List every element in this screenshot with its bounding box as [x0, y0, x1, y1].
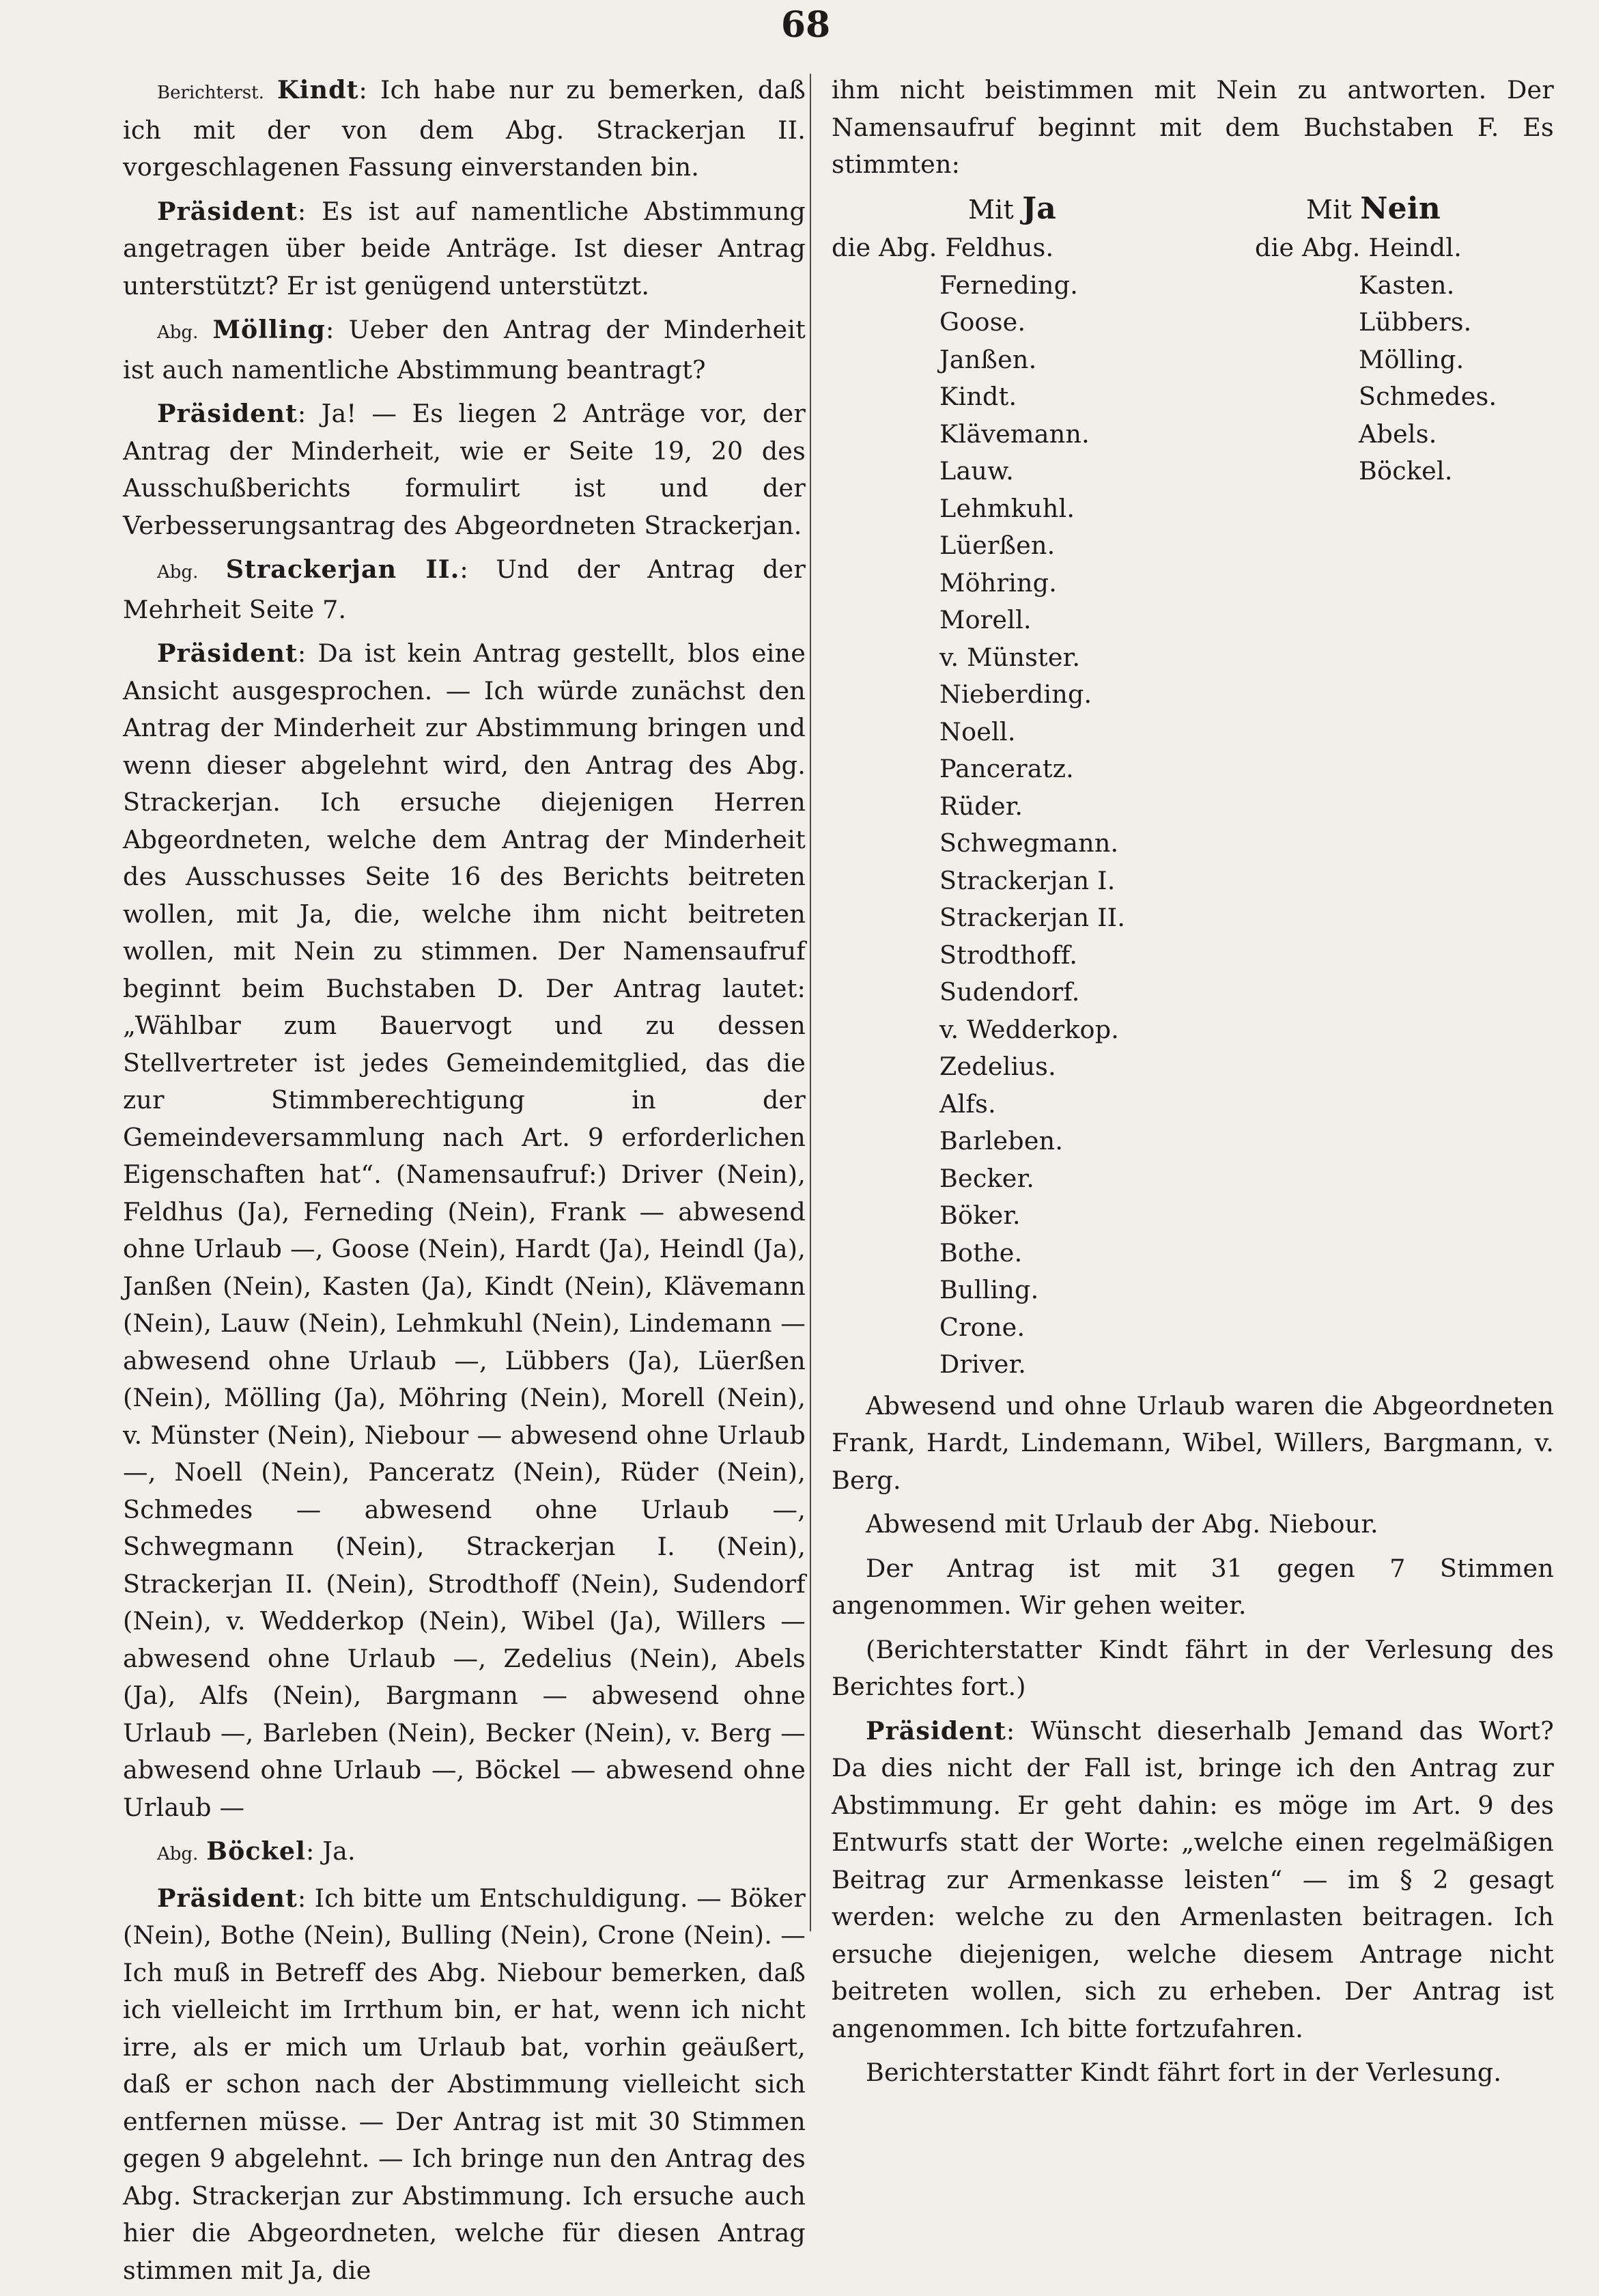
vote-entry — [1255, 229, 1554, 267]
vote-row-prefix: die Abg. — [1255, 233, 1369, 262]
vote-entry — [832, 974, 1255, 1011]
vote-entry-name: Böker. — [939, 1201, 1021, 1230]
vote-entry — [832, 1272, 1255, 1309]
vote-entry — [832, 751, 1255, 788]
speaker-name: Präsident — [157, 196, 298, 226]
vote-entry — [1255, 341, 1554, 379]
paragraph-intro: ihm nicht beistimmen mit Nein zu antworten. Der Namensaufruf beginnt mit dem Buchstaben F. Es stimmten: — [832, 75, 1554, 179]
vote-entry — [832, 1309, 1255, 1347]
yes-header — [832, 191, 1193, 229]
vote-header — [832, 191, 1554, 229]
vote-entry-name: Driver. — [939, 1349, 1027, 1379]
vote-entry-name: Bulling. — [939, 1275, 1039, 1304]
vote-entry — [832, 937, 1255, 975]
paragraph-text: : Wünscht dieserhalb Jemand das Wort? Da dies nicht der Fall ist, bringe ich den Antrag zur Abstimmung. Er geht dahin: es möge im Art. 9 des Entwurfs statt der Worte: „welche einen regelmäßigen Beitrag zur Armenkasse leisten“ — im § 2 gesagt werden: welche zu den Armenlasten beitragen. Ich ersuche diejenigen, welche diesem Antrage nicht beitreten wollen, sich zu erheben. Der Antrag ist angenommen. Ich bitte fortzufahren. — [832, 1716, 1554, 2043]
vote-entry — [1255, 453, 1554, 490]
vote-entry — [832, 714, 1255, 751]
vote-entry-name: Goose. — [939, 307, 1026, 337]
vote-entry — [832, 899, 1255, 937]
no-header-prefix: Mit — [1306, 194, 1352, 225]
vote-entry — [832, 1011, 1255, 1049]
paragraph-absent-without-leave: Abwesend und ohne Urlaub waren die Abgeordneten Frank, Hardt, Lindemann, Wibel, Willers, Bargmann, v. Berg. — [832, 1390, 1554, 1495]
paragraph-moelling — [123, 311, 806, 389]
vote-entry-name: Schwegmann. — [939, 828, 1119, 858]
speaker-name: Präsident — [866, 1716, 1006, 1746]
vote-entry-name: Sudendorf. — [939, 977, 1080, 1007]
vote-entry-name: Feldhus. — [945, 233, 1054, 262]
vote-entry-name: Kasten. — [1359, 270, 1455, 300]
column-divider — [810, 74, 811, 1931]
vote-entry-name: Janßen. — [939, 344, 1037, 374]
vote-entry — [832, 229, 1255, 267]
vote-entry — [832, 267, 1255, 305]
vote-entry-name: Rüder. — [939, 791, 1023, 821]
right-column — [832, 72, 1554, 2099]
left-column — [123, 72, 806, 2296]
vote-entry-name: Schmedes. — [1359, 382, 1497, 411]
paragraph-president-2 — [123, 395, 806, 544]
vote-entry-name: Lehmkuhl. — [939, 493, 1075, 523]
vote-entry-name: Möhring. — [939, 568, 1058, 598]
vote-entry-name: Ferneding. — [939, 270, 1078, 300]
paragraph-text: : Ich habe nur zu bemerken, daß ich mit der von dem Abg. Strackerjan II. vorgeschlagenen Fassung einverstanden bin. — [123, 75, 806, 182]
yes-vote-list — [832, 229, 1255, 1384]
vote-entry — [832, 825, 1255, 863]
vote-entry-name: Strackerjan II. — [939, 903, 1126, 932]
yes-header-prefix: Mit — [968, 194, 1014, 225]
vote-entry-name: Lübbers. — [1359, 307, 1472, 337]
vote-entry — [1255, 378, 1554, 416]
vote-entry-name: Becker. — [939, 1163, 1035, 1193]
vote-entry-name: Lauw. — [939, 456, 1015, 486]
vote-row-prefix: die Abg. — [832, 233, 946, 262]
vote-entry-name: Nieberding. — [939, 680, 1092, 709]
paragraph-result: Der Antrag ist mit 31 gegen 7 Stimmen angenommen. Wir gehen weiter. — [832, 1553, 1554, 1620]
vote-entry — [832, 602, 1255, 639]
vote-entry — [832, 416, 1255, 453]
vote-entry-name: Alfs. — [939, 1089, 996, 1119]
paragraph-strackerjan — [123, 551, 806, 628]
yes-header-word: Ja — [1022, 191, 1056, 226]
vote-entry — [832, 863, 1255, 900]
no-header-word: Nein — [1360, 191, 1441, 226]
vote-entry-name: v. Münster. — [939, 642, 1081, 672]
vote-entry — [832, 1346, 1255, 1384]
vote-entry-name: Klävemann. — [939, 419, 1090, 449]
vote-entry-name: Zedelius. — [939, 1052, 1056, 1081]
vote-entry-name: Crone. — [939, 1312, 1025, 1342]
speaker-name: Präsident — [157, 399, 298, 428]
vote-table — [832, 229, 1554, 1384]
paragraph-president-4 — [123, 1880, 806, 2290]
vote-entry — [832, 639, 1255, 677]
vote-entry-name: Panceratz. — [939, 754, 1074, 783]
speaker-prefix: Abg. — [157, 562, 199, 583]
paragraph-boeckel — [123, 1833, 806, 1873]
vote-entry — [1255, 416, 1554, 453]
speaker-prefix: Berichterst. — [157, 83, 264, 103]
paragraph-text: : Ja. — [305, 1836, 356, 1866]
vote-entry — [832, 304, 1255, 341]
vote-entry-name: Böckel. — [1359, 456, 1453, 486]
vote-entry — [832, 1123, 1255, 1160]
paragraph-president-5 — [832, 1713, 1554, 2048]
speaker-name: Präsident — [157, 1883, 298, 1913]
vote-entry-name: Abels. — [1359, 419, 1437, 449]
paragraph-absent-with-leave: Abwesend mit Urlaub der Abg. Niebour. — [866, 1509, 1378, 1539]
vote-entry — [832, 1086, 1255, 1123]
vote-entry — [1255, 304, 1554, 341]
speaker-name: Mölling — [212, 315, 326, 344]
vote-entry — [832, 1197, 1255, 1235]
vote-entry-name: Strackerjan I. — [939, 865, 1116, 895]
vote-entry — [832, 453, 1255, 490]
paragraph-text: : Ja! — Es liegen 2 Anträge vor, der Antrag der Minderheit, wie er Seite 19, 20 des Ausschußberichts formulirt ist und der Verbesserungsantrag des Abgeordneten Strackerjan. — [123, 399, 806, 540]
vote-entry — [832, 788, 1255, 826]
vote-entry-name: Lüerßen. — [939, 531, 1056, 560]
paragraph-text: : Es ist auf namentliche Abstimmung angetragen über beide Anträge. Ist dieser Antrag unterstützt? Er ist genügend unterstützt. — [123, 196, 806, 300]
vote-entry — [832, 527, 1255, 565]
speaker-name: Böckel — [206, 1836, 306, 1866]
speaker-name: Kindt — [277, 75, 359, 104]
vote-entry-name: Mölling. — [1359, 344, 1464, 374]
speaker-name: Strackerjan II. — [225, 555, 460, 584]
page-number: 68 — [780, 4, 831, 46]
paragraph-text: : Da ist kein Antrag gestellt, blos eine Ansicht ausgesprochen. — Ich würde zunächst den Antrag der Minderheit zur Abstimmung bringen und wenn dieser abgelehnt wird, den Antrag des Abg. Strackerjan. Ich ersuche diejenigen Herren Abgeordneten, welche dem Antrag der Minderheit des Ausschusses Seite 16 des Berichts beitreten wollen, mit Ja, die, welche ihm nicht beitreten wollen, mit Nein zu stimmen. Der Namensaufruf beginnt beim Buchstaben D. Der Antrag lautet: „Wählbar zum Bauervogt und zu dessen Stellvertreter ist jedes Gemeindemitglied, das die zur Stimmberechtigung in der Gemeindeversammlung nach Art. 9 erforderlichen Eigenschaften hat“. (Namensaufruf:) Driver (Nein), Feldhus (Ja), Ferneding (Nein), Frank — abwesend ohne Urlaub —, Goose (Nein), Hardt (Ja), Heindl (Ja), Janßen (Nein), Kasten (Ja), Kindt (Nein), Klävemann (Nein), Lauw (Nein), Lehmkuhl (Nein), Lindemann — abwesend ohne Urlaub —, Lübbers (Ja), Lüerßen (Nein), Mölling (Ja), Möhring (Nein), Morell (Nein), v. Münster (Nein), Niebour — abwesend ohne Urlaub —, Noell (Nein), Panceratz (Nein), Rüder (Nein), Schmedes — abwesend ohne Urlaub —, Schwegmann (Nein), Strackerjan I. (Nein), Strackerjan II. (Nein), Strodthoff (Nein), Sudendorf (Nein), v. Wedderkop (Nein), Wibel (Ja), Willers — abwesend ohne Urlaub —, Zedelius (Nein), Abels (Ja), Alfs (Nein), Bargmann — abwesend ohne Urlaub —, Barleben (Nein), Becker (Nein), v. Berg — abwesend ohne Urlaub —, Böckel — abwesend ohne Urlaub — — [123, 639, 806, 1822]
paragraph-text: : Ich bitte um Entschuldigung. — Böker (Nein), Bothe (Nein), Bulling (Nein), Crone (Nein). — Ich muß in Betreff des Abg. Niebour bemerken, daß ich vielleicht im Irrthum bin, er hat, wenn ich nicht irre, als er mich um Urlaub bat, vorhin geäußert, daß er schon nach der Abstimmung vielleicht sich entfernen müsse. — Der Antrag ist mit 30 Stimmen gegen 9 abgelehnt. — Ich bringe nun den Antrag des Abg. Strackerjan zur Abstimmung. Ich ersuche auch hier die Abgeordneten, welche für diesen Antrag stimmen mit Ja, die — [123, 1883, 806, 2285]
no-header — [1193, 191, 1554, 229]
vote-entry — [832, 565, 1255, 602]
vote-entry — [832, 1235, 1255, 1272]
vote-entry — [832, 341, 1255, 379]
speaker-prefix: Abg. — [157, 322, 199, 343]
no-vote-list — [1255, 229, 1554, 1384]
paragraph-text: : Ueber den Antrag der Minderheit ist auch namentliche Abstimmung beantragt? — [123, 315, 806, 384]
paragraph-president-3 — [123, 635, 806, 1826]
paragraph-text: : Und der Antrag der Mehrheit Seite 7. — [123, 555, 806, 624]
paragraph-kindt — [123, 72, 806, 186]
vote-entry — [1255, 267, 1554, 305]
vote-entry-name: Morell. — [939, 605, 1032, 634]
vote-entry — [832, 676, 1255, 714]
vote-entry-name: Heindl. — [1368, 233, 1462, 262]
vote-entry-name: Barleben. — [939, 1126, 1064, 1156]
speaker-name: Präsident — [157, 639, 298, 668]
speaker-prefix: Abg. — [157, 1844, 199, 1864]
vote-entry-name: v. Wedderkop. — [939, 1014, 1120, 1044]
vote-entry — [832, 378, 1255, 416]
paragraph-continues: (Berichterstatter Kindt fährt in der Verlesung des Berichtes fort.) — [832, 1634, 1554, 1701]
paragraph-president-1 — [123, 193, 806, 305]
vote-entry-name: Strodthoff. — [939, 940, 1078, 970]
vote-entry — [832, 1048, 1255, 1086]
vote-entry — [832, 1160, 1255, 1198]
vote-entry-name: Kindt. — [939, 382, 1017, 411]
vote-entry — [832, 490, 1255, 528]
paragraph-closing: Berichterstatter Kindt fährt fort in der Verlesung. — [866, 2058, 1502, 2087]
vote-entry-name: Noell. — [939, 716, 1016, 746]
vote-entry-name: Bothe. — [939, 1237, 1023, 1268]
